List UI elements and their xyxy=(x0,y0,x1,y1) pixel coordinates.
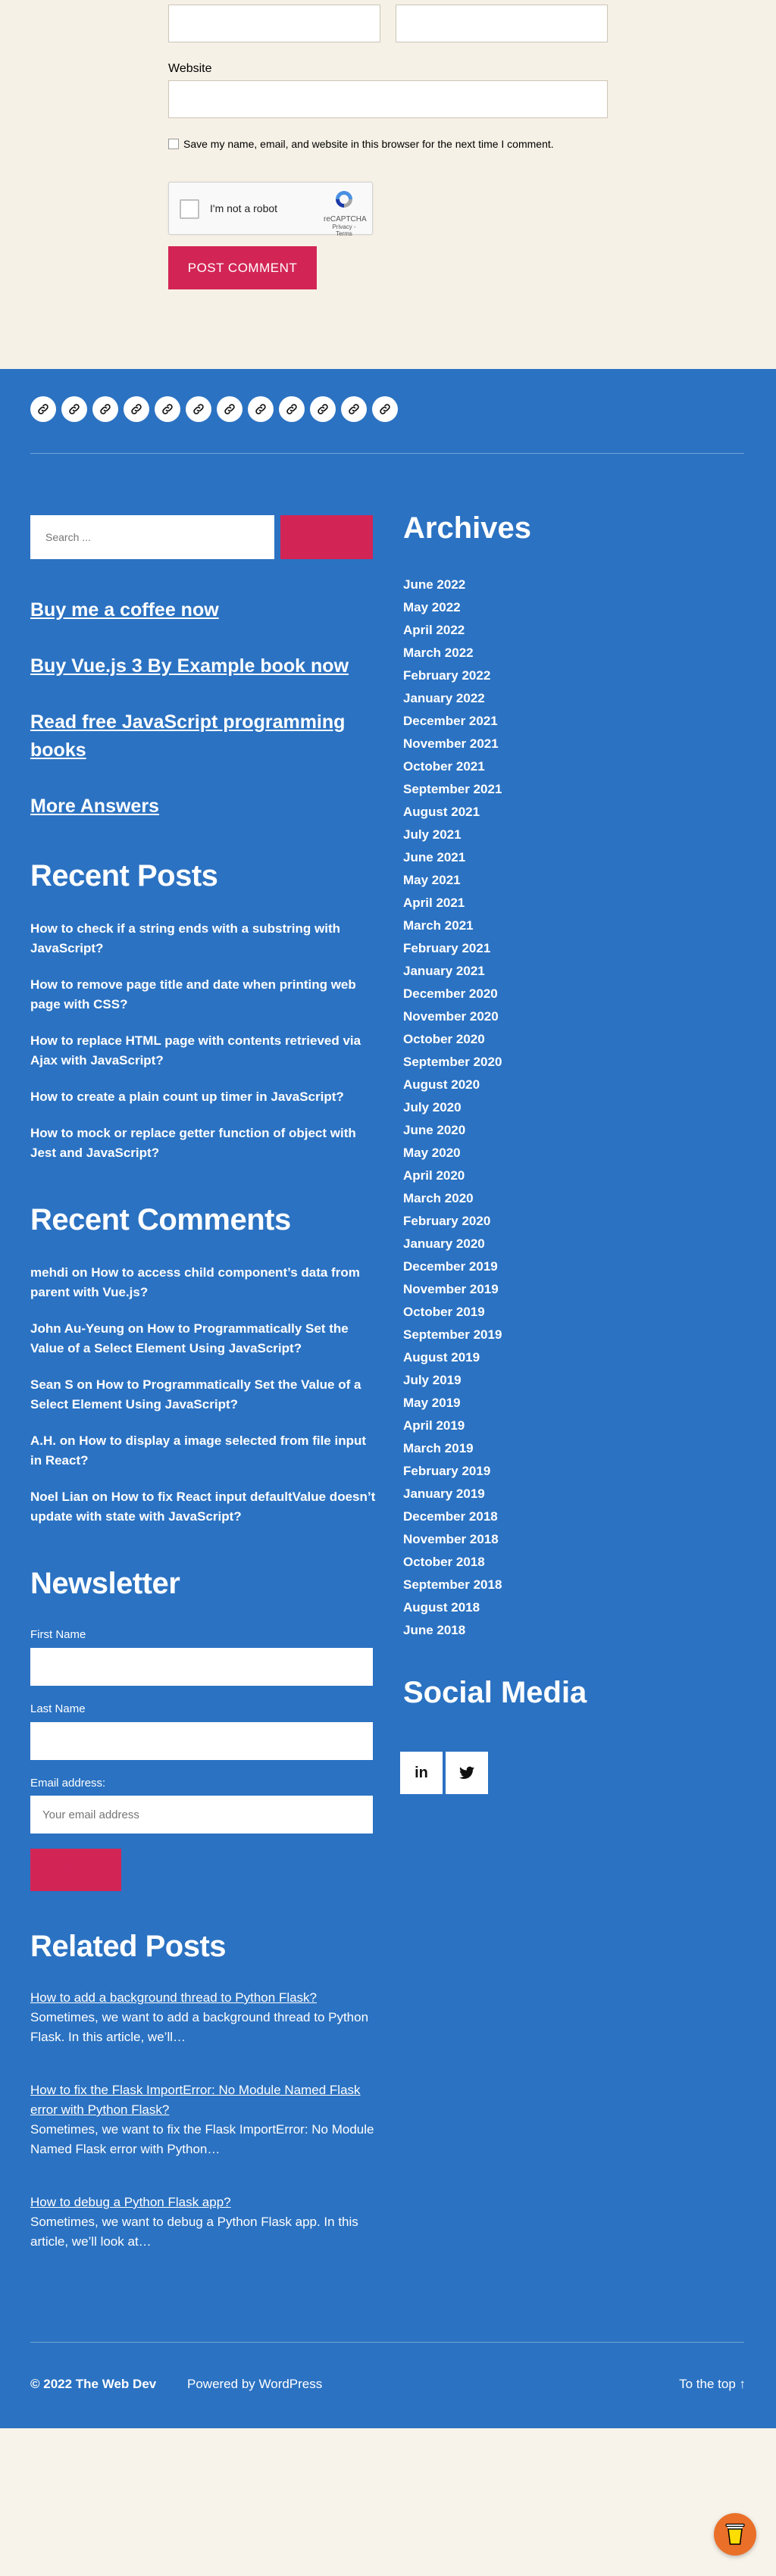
search-input[interactable] xyxy=(30,515,274,559)
last-name-field[interactable] xyxy=(30,1722,373,1760)
twitter-icon xyxy=(459,1766,474,1780)
free-js-books-link[interactable]: Read free JavaScript programming books xyxy=(30,711,346,761)
archive-link[interactable]: August 2021 xyxy=(403,805,480,819)
recaptcha-icon xyxy=(333,189,355,210)
archive-link[interactable]: April 2020 xyxy=(403,1168,465,1183)
subscribe-button[interactable]: Sign up xyxy=(30,1849,121,1891)
recent-post-link[interactable]: How to remove page title and date when printing web page with CSS? xyxy=(30,977,356,1011)
related-post-excerpt: Sometimes, we want to fix the Flask ImportError: No Module Named Flask error with Python… xyxy=(30,2122,374,2156)
link-icon xyxy=(99,402,112,416)
archive-link[interactable]: October 2018 xyxy=(403,1555,485,1569)
archives-list xyxy=(403,574,502,1642)
save-info-checkbox[interactable] xyxy=(168,139,179,149)
recaptcha-widget xyxy=(168,182,373,235)
link-icon xyxy=(254,402,268,416)
archive-link[interactable]: October 2019 xyxy=(403,1305,485,1319)
archive-link[interactable]: April 2019 xyxy=(403,1418,465,1433)
save-info-label: Save my name, email, and website in this browser for the next time I comment. xyxy=(183,138,554,150)
first-name-label: First Name xyxy=(30,1628,86,1641)
archive-link[interactable]: March 2021 xyxy=(403,918,474,933)
link-icon xyxy=(130,402,143,416)
archive-link[interactable]: June 2018 xyxy=(403,1623,466,1637)
archive-link[interactable]: February 2020 xyxy=(403,1214,491,1228)
powered-by[interactable]: Powered by WordPress xyxy=(187,2377,323,2391)
buy-vue-book-link[interactable]: Buy Vue.js 3 By Example book now xyxy=(30,655,349,677)
archive-link[interactable]: September 2020 xyxy=(403,1055,502,1069)
related-post-link[interactable]: How to debug a Python Flask app? xyxy=(30,2195,231,2209)
archive-link[interactable]: March 2022 xyxy=(403,646,474,660)
archive-link[interactable]: February 2019 xyxy=(403,1464,491,1478)
recent-post-link[interactable]: How to create a plain count up timer in JavaScript? xyxy=(30,1089,344,1104)
archive-link[interactable]: February 2021 xyxy=(403,941,491,955)
recent-comment-link[interactable]: Sean S on How to Programmatically Set the Value of a Select Element Using JavaScript? xyxy=(30,1377,361,1411)
link-icon xyxy=(285,402,299,416)
social-link[interactable] xyxy=(248,396,274,422)
social-link[interactable] xyxy=(30,396,56,422)
social-link[interactable] xyxy=(372,396,398,422)
archive-link[interactable]: May 2019 xyxy=(403,1396,461,1410)
coffee-cup-icon xyxy=(725,2523,745,2546)
related-post-link[interactable]: How to add a background thread to Python Flask? xyxy=(30,1990,318,2005)
link-icon xyxy=(67,402,81,416)
archive-link[interactable]: March 2019 xyxy=(403,1441,474,1455)
recent-comment-link[interactable]: Noel Lian on How to fix React input defaultValue doesn’t update with state with JavaScript? xyxy=(30,1490,376,1524)
social-link[interactable] xyxy=(310,396,336,422)
link-icon xyxy=(161,402,174,416)
site-footer xyxy=(0,369,776,2428)
linkedin-icon: in xyxy=(415,1764,428,1781)
archive-link[interactable]: January 2021 xyxy=(403,964,485,978)
comment-form xyxy=(0,0,776,369)
archive-link[interactable]: July 2020 xyxy=(403,1100,462,1114)
related-post-excerpt: Sometimes, we want to add a background thread to Python Flask. In this article, we’ll… xyxy=(30,2010,369,2044)
social-link[interactable] xyxy=(155,396,180,422)
recaptcha-terms[interactable]: Privacy - Terms xyxy=(332,224,356,237)
archive-link[interactable]: June 2021 xyxy=(403,850,466,864)
archive-link[interactable]: August 2020 xyxy=(403,1077,480,1092)
recent-post-link[interactable]: How to check if a string ends with a substring with JavaScript? xyxy=(30,921,340,955)
archive-link[interactable]: May 2020 xyxy=(403,1146,461,1160)
social-link[interactable] xyxy=(341,396,367,422)
archive-link[interactable]: September 2019 xyxy=(403,1327,502,1342)
archive-link[interactable]: June 2020 xyxy=(403,1123,466,1137)
recent-post-link[interactable]: How to mock or replace getter function of object with Jest and JavaScript? xyxy=(30,1126,356,1160)
archive-link[interactable]: January 2019 xyxy=(403,1487,485,1501)
related-post-link[interactable]: How to fix the Flask ImportError: No Module Named Flask error with Python Flask? xyxy=(30,2083,361,2117)
recent-comment-link[interactable]: A.H. on How to display a image selected from file input in React? xyxy=(30,1433,367,1468)
link-icon xyxy=(223,402,236,416)
archive-link[interactable]: May 2022 xyxy=(403,600,461,614)
first-name-field[interactable] xyxy=(30,1648,373,1686)
archive-link[interactable]: November 2019 xyxy=(403,1282,499,1296)
more-answers-link[interactable]: More Answers xyxy=(30,796,159,817)
footer-divider xyxy=(30,2342,744,2343)
archive-link[interactable]: November 2018 xyxy=(403,1532,499,1546)
archive-link[interactable]: July 2019 xyxy=(403,1373,462,1387)
last-name-label: Last Name xyxy=(30,1702,86,1715)
archive-link[interactable]: October 2021 xyxy=(403,759,485,774)
to-the-top-link[interactable]: To the top ↑ xyxy=(679,2377,746,2391)
link-icon xyxy=(192,402,205,416)
archive-link[interactable]: April 2022 xyxy=(403,623,465,637)
recaptcha-logo xyxy=(324,189,365,237)
newsletter-email-input[interactable] xyxy=(30,1796,373,1834)
social-link[interactable] xyxy=(92,396,118,422)
archive-link[interactable]: December 2020 xyxy=(403,986,498,1001)
social-link[interactable] xyxy=(124,396,149,422)
link-icon xyxy=(347,402,361,416)
archive-link[interactable]: July 2021 xyxy=(403,827,462,842)
newsletter-heading: Newsletter xyxy=(30,1567,180,1600)
linkedin-link[interactable] xyxy=(400,1752,443,1794)
archive-link[interactable]: August 2019 xyxy=(403,1350,480,1365)
buy-coffee-widget-button[interactable] xyxy=(714,2513,756,2556)
recent-posts-heading: Recent Posts xyxy=(30,859,218,893)
related-posts-heading: Related Posts xyxy=(30,1930,227,1963)
link-icon xyxy=(36,402,50,416)
archive-link[interactable]: September 2018 xyxy=(403,1577,502,1592)
website-label: Website xyxy=(168,62,212,75)
recaptcha-checkbox[interactable] xyxy=(180,199,199,219)
email-label: Email address: xyxy=(30,1777,106,1790)
archive-link[interactable]: May 2021 xyxy=(403,873,461,887)
recaptcha-label: I'm not a robot xyxy=(210,202,278,214)
website-field[interactable] xyxy=(168,80,608,118)
related-post-excerpt: Sometimes, we want to debug a Python Flask app. In this article, we’ll look at… xyxy=(30,2215,358,2249)
link-icon xyxy=(316,402,330,416)
archive-link[interactable]: February 2022 xyxy=(403,668,491,683)
buy-coffee-link[interactable]: Buy me a coffee now xyxy=(30,599,219,621)
archive-link[interactable]: September 2021 xyxy=(403,782,502,796)
archive-link[interactable]: August 2018 xyxy=(403,1600,480,1615)
recent-post-link[interactable]: How to replace HTML page with contents retrieved via Ajax with JavaScript? xyxy=(30,1033,361,1068)
archive-link[interactable]: October 2020 xyxy=(403,1032,485,1046)
archives-heading: Archives xyxy=(403,511,531,545)
archive-link[interactable]: December 2018 xyxy=(403,1509,498,1524)
social-link[interactable] xyxy=(217,396,242,422)
social-link[interactable] xyxy=(61,396,87,422)
archive-link[interactable]: March 2020 xyxy=(403,1191,474,1205)
archive-link[interactable]: December 2019 xyxy=(403,1259,498,1274)
recaptcha-brand: reCAPTCHA xyxy=(324,215,367,224)
archive-link[interactable]: November 2021 xyxy=(403,736,499,751)
recent-comment-link[interactable]: mehdi on How to access child component’s data from parent with Vue.js? xyxy=(30,1265,360,1299)
archive-link[interactable]: December 2021 xyxy=(403,714,498,728)
recent-comment-link[interactable]: John Au-Yeung on How to Programmatically Set the Value of a Select Element Using JavaScript? xyxy=(30,1321,349,1355)
name-field[interactable] xyxy=(396,5,608,42)
social-link[interactable] xyxy=(279,396,305,422)
divider xyxy=(30,453,744,454)
archive-link[interactable]: January 2020 xyxy=(403,1236,485,1251)
social-links-row xyxy=(30,396,398,422)
email-field[interactable] xyxy=(168,5,380,42)
social-link[interactable] xyxy=(186,396,211,422)
twitter-link[interactable] xyxy=(446,1752,488,1794)
post-comment-button[interactable]: POST COMMENT xyxy=(168,246,317,289)
archive-link[interactable]: April 2021 xyxy=(403,896,465,910)
archive-link[interactable]: November 2020 xyxy=(403,1009,499,1024)
archive-link[interactable]: January 2022 xyxy=(403,691,485,705)
link-icon xyxy=(378,402,392,416)
recent-comments-heading: Recent Comments xyxy=(30,1203,291,1236)
copyright[interactable]: © 2022 The Web Dev xyxy=(30,2377,157,2391)
social-media-heading: Social Media xyxy=(403,1676,587,1709)
search-button[interactable]: Search xyxy=(280,515,373,559)
archive-link[interactable]: June 2022 xyxy=(403,577,466,592)
